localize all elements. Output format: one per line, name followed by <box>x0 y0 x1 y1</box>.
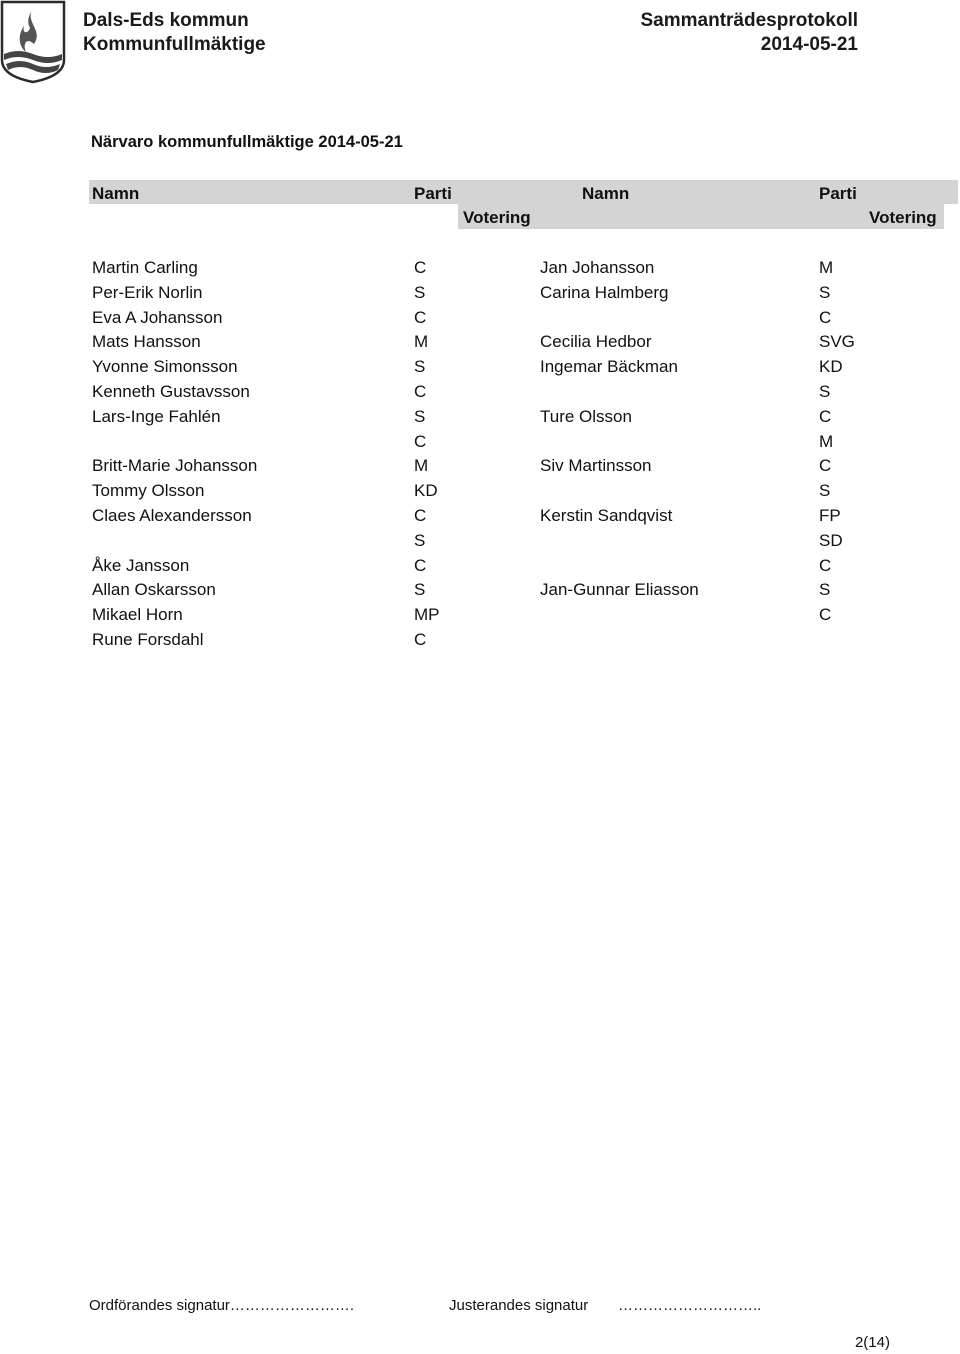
member-party: C <box>414 505 427 525</box>
column-header-party-right: Parti <box>819 184 857 203</box>
body-name: Kommunfullmäktige <box>83 34 266 55</box>
table-row <box>0 603 960 628</box>
member-party: SVG <box>819 332 855 352</box>
member-party: S <box>414 530 426 550</box>
member-name: Mikael Horn <box>92 605 183 625</box>
member-party: S <box>819 381 831 401</box>
table-row <box>0 281 960 306</box>
table-row <box>0 380 960 405</box>
member-name: Ingemar Bäckman <box>540 357 678 377</box>
member-name: Kerstin Sandqvist <box>540 505 673 525</box>
adjuster-signature-label: Justerandes signatur <box>449 1297 589 1314</box>
member-party: S <box>414 406 426 426</box>
member-party: S <box>819 282 831 302</box>
member-party: S <box>819 580 831 600</box>
member-party: M <box>414 332 429 352</box>
member-party: C <box>414 381 427 401</box>
member-name: Carina Halmberg <box>540 282 669 302</box>
municipality-logo <box>0 0 66 84</box>
member-party: KD <box>819 357 843 377</box>
member-party: C <box>414 431 427 451</box>
member-party: C <box>819 307 832 327</box>
header-date: 2014-05-21 <box>760 34 858 55</box>
member-party: FP <box>819 505 841 525</box>
member-party: S <box>819 481 831 501</box>
table-row <box>0 529 960 554</box>
member-party: C <box>414 258 427 277</box>
member-party: S <box>414 580 426 600</box>
member-party: M <box>819 431 834 451</box>
page-title: Närvaro kommunfullmäktige 2014-05-21 <box>91 133 403 151</box>
member-name: Britt-Marie Johansson <box>92 456 258 476</box>
member-party: S <box>414 357 426 377</box>
member-name: Kenneth Gustavsson <box>92 381 250 401</box>
member-party: C <box>819 456 832 476</box>
member-name: Allan Oskarsson <box>92 580 216 600</box>
member-name: Jan-Gunnar Eliasson <box>540 580 699 600</box>
chair-signature: Ordförandes signatur……………………. <box>89 1297 355 1314</box>
page-number: 2(14) <box>854 1334 890 1351</box>
table-row <box>0 405 960 430</box>
member-name: Lars-Inge Fahlén <box>92 406 221 426</box>
table-row <box>0 454 960 479</box>
column-header-name-left: Namn <box>92 184 140 203</box>
member-party: C <box>819 406 832 426</box>
municipality-name: Dals-Eds kommun <box>83 10 249 31</box>
member-name: Per-Erik Norlin <box>92 282 203 302</box>
member-party: KD <box>414 481 438 501</box>
column-header-vote-right: Votering <box>869 208 937 227</box>
table-row <box>0 430 960 455</box>
table-row <box>0 479 960 504</box>
member-party: M <box>819 258 834 277</box>
document-type: Sammanträdesprotokoll <box>640 10 858 31</box>
table-row <box>0 355 960 380</box>
column-header-party-left: Parti <box>414 184 452 203</box>
member-party: MP <box>414 605 440 625</box>
column-header-name-right: Namn <box>582 184 630 203</box>
member-name: Rune Forsdahl <box>92 629 204 649</box>
attendance-table <box>0 256 960 653</box>
member-party: M <box>414 456 429 476</box>
member-name: Siv Martinsson <box>540 456 652 476</box>
member-party: C <box>414 629 427 649</box>
member-party: C <box>414 307 427 327</box>
column-header-vote-left: Votering <box>463 208 531 227</box>
member-name: Eva A Johansson <box>92 307 223 327</box>
member-party: C <box>819 555 832 575</box>
member-name: Ture Olsson <box>540 406 632 426</box>
table-row <box>0 554 960 579</box>
member-party: SD <box>819 530 843 550</box>
table-row <box>0 578 960 603</box>
table-row <box>0 330 960 355</box>
member-party: S <box>414 282 426 302</box>
member-party: C <box>414 555 427 575</box>
member-name: Yvonne Simonsson <box>92 357 238 377</box>
table-row <box>0 628 960 653</box>
member-name: Tommy Olsson <box>92 481 205 501</box>
member-name: Åke Jansson <box>92 555 190 575</box>
member-name: Mats Hansson <box>92 332 201 352</box>
member-name: Martin Carling <box>92 258 198 277</box>
member-name: Claes Alexandersson <box>92 505 252 525</box>
member-name: Jan Johansson <box>540 258 655 277</box>
adjuster-signature-line: ……………………….. <box>618 1297 762 1314</box>
table-row <box>0 504 960 529</box>
member-name: Cecilia Hedbor <box>540 332 652 352</box>
member-party: C <box>819 605 832 625</box>
table-row <box>0 256 960 281</box>
table-row <box>0 306 960 331</box>
